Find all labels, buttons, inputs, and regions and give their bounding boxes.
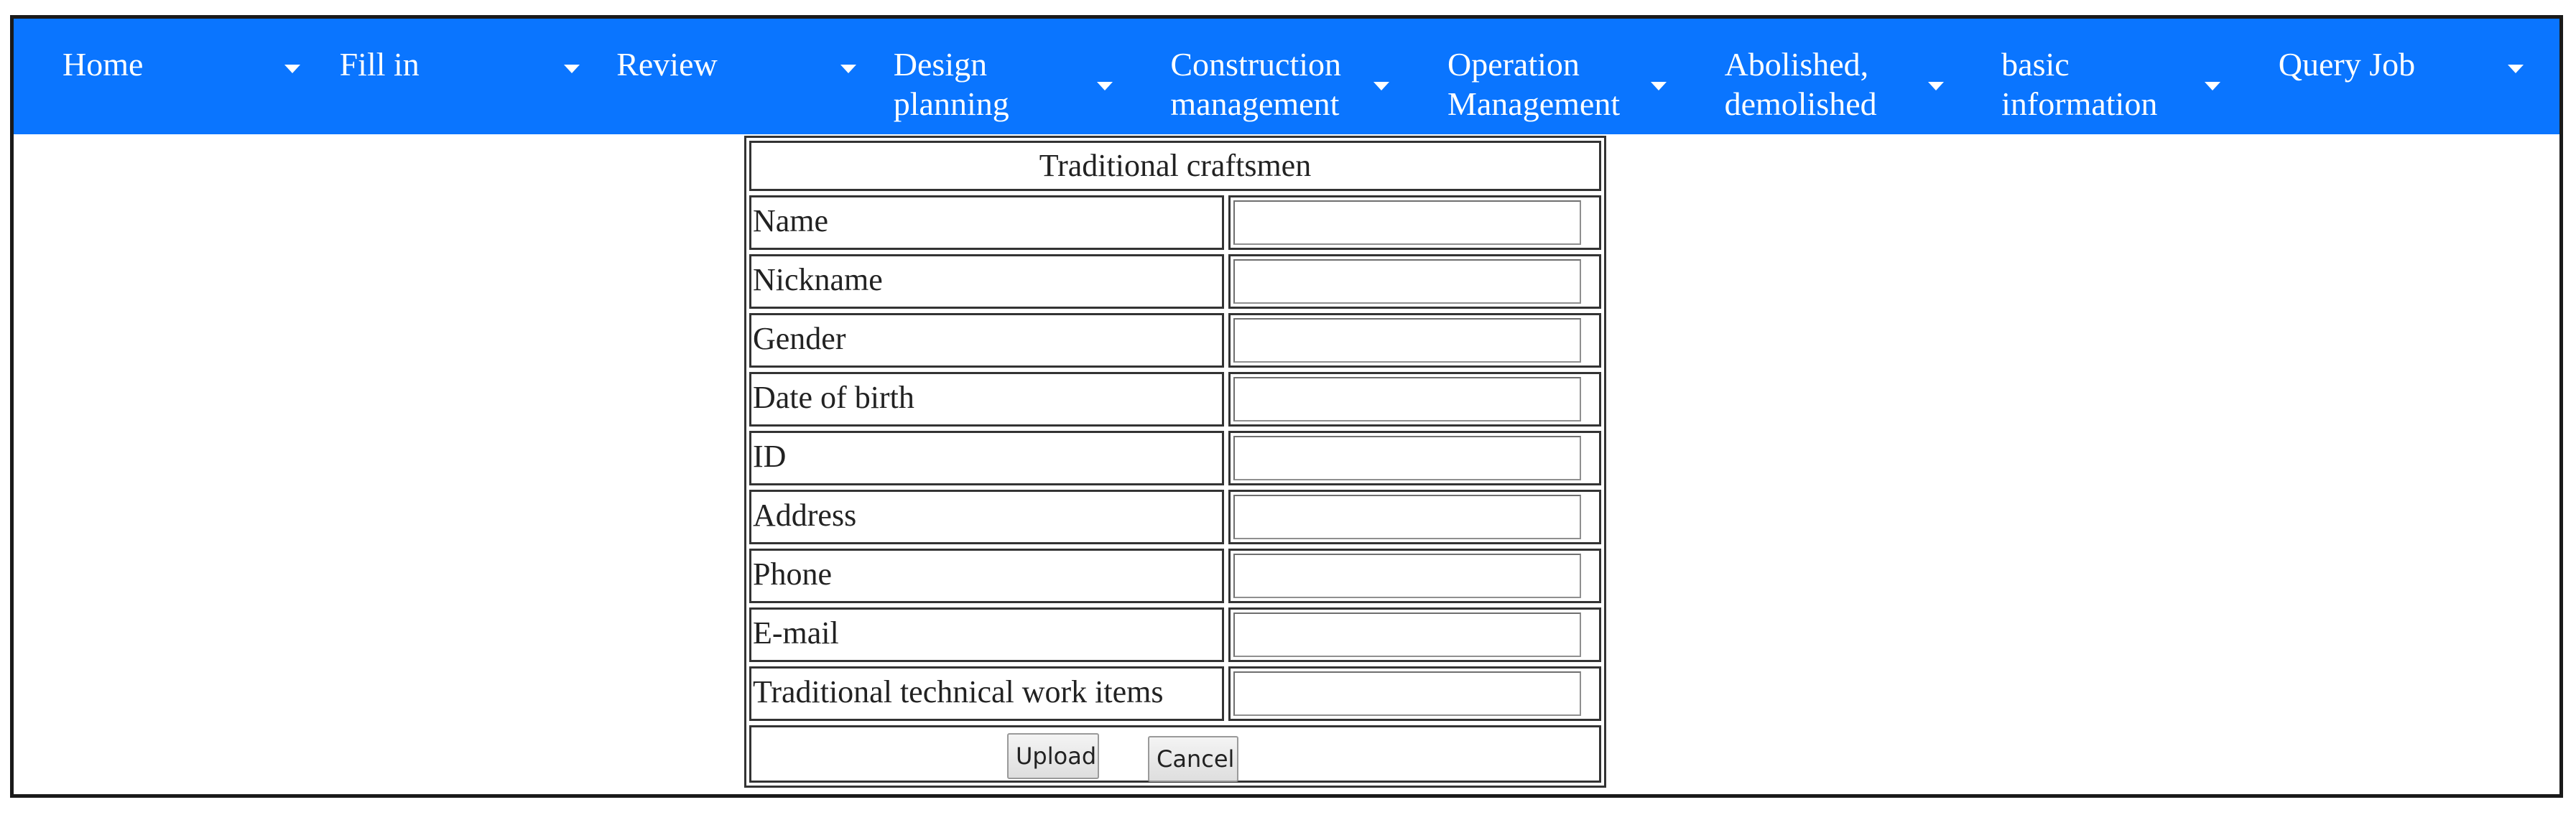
nav-item-label: Operation Management <box>1447 46 1621 122</box>
caret-down-icon <box>2508 65 2524 73</box>
nav-item-operation-management[interactable] <box>1399 19 1676 134</box>
nav-item-label: Home <box>62 46 144 83</box>
form-row-nickname <box>749 254 1601 309</box>
form-row-address <box>749 490 1601 544</box>
form-row-phone <box>749 549 1601 603</box>
field-label: Traditional technical work items <box>749 666 1224 721</box>
form-row-name <box>749 195 1601 250</box>
form-row-date-of-birth <box>749 372 1601 427</box>
nav-item-construction-management[interactable] <box>1121 19 1399 134</box>
field-cell <box>1228 490 1601 544</box>
nav-item-basic-information[interactable] <box>1952 19 2230 134</box>
gender-input[interactable] <box>1233 318 1581 363</box>
address-input[interactable] <box>1233 495 1581 539</box>
page-frame <box>10 15 2563 798</box>
phone-input[interactable] <box>1233 554 1581 598</box>
form-row-id <box>749 431 1601 485</box>
form-row-email <box>749 607 1601 662</box>
field-label: Phone <box>749 549 1224 603</box>
main-navbar <box>14 19 2559 134</box>
email-input[interactable] <box>1233 613 1581 657</box>
nav-item-query-job[interactable] <box>2230 19 2507 134</box>
nav-item-label: Construction management <box>1170 46 1342 122</box>
field-label: E-mail <box>749 607 1224 662</box>
upload-button[interactable]: Upload <box>1007 733 1099 779</box>
form-actions <box>749 725 1601 783</box>
nav-item-design-planning[interactable] <box>845 19 1122 134</box>
field-cell <box>1228 195 1601 250</box>
field-cell <box>1228 254 1601 309</box>
field-label: Gender <box>749 313 1224 368</box>
field-cell <box>1228 549 1601 603</box>
field-label: Nickname <box>749 254 1224 309</box>
field-label: Name <box>749 195 1224 250</box>
form-row-work-items <box>749 666 1601 721</box>
date-of-birth-input[interactable] <box>1233 377 1581 422</box>
form-title: Traditional craftsmen <box>749 141 1601 191</box>
nav-item-label: Query Job <box>2278 46 2416 83</box>
form-row-gender <box>749 313 1601 368</box>
field-cell <box>1228 666 1601 721</box>
nickname-input[interactable] <box>1233 259 1581 304</box>
field-cell <box>1228 372 1601 427</box>
field-cell <box>1228 607 1601 662</box>
nav-item-label: basic information <box>2001 46 2158 122</box>
caret-down-icon <box>1373 82 1389 90</box>
work-items-input[interactable] <box>1233 671 1581 716</box>
nav-item-label: Abolished, demolished <box>1724 46 1877 122</box>
nav-item-label: Review <box>616 46 718 83</box>
field-label: ID <box>749 431 1224 485</box>
craftsmen-form <box>744 136 1606 788</box>
caret-down-icon <box>1651 82 1667 90</box>
nav-item-abolished-demolished[interactable] <box>1676 19 1953 134</box>
field-label: Address <box>749 490 1224 544</box>
id-input[interactable] <box>1233 436 1581 480</box>
nav-item-label: Design planning <box>893 46 1009 122</box>
field-label: Date of birth <box>749 372 1224 427</box>
field-cell <box>1228 431 1601 485</box>
caret-down-icon <box>2205 82 2220 90</box>
field-cell <box>1228 313 1601 368</box>
nav-item-fill-in[interactable] <box>291 19 568 134</box>
nav-item-review[interactable] <box>567 19 845 134</box>
nav-item-home[interactable] <box>14 19 291 134</box>
caret-down-icon <box>1097 82 1113 90</box>
nav-item-label: Fill in <box>339 46 420 83</box>
cancel-button[interactable]: Cancel <box>1148 736 1238 782</box>
name-input[interactable] <box>1233 200 1581 245</box>
caret-down-icon <box>1928 82 1944 90</box>
